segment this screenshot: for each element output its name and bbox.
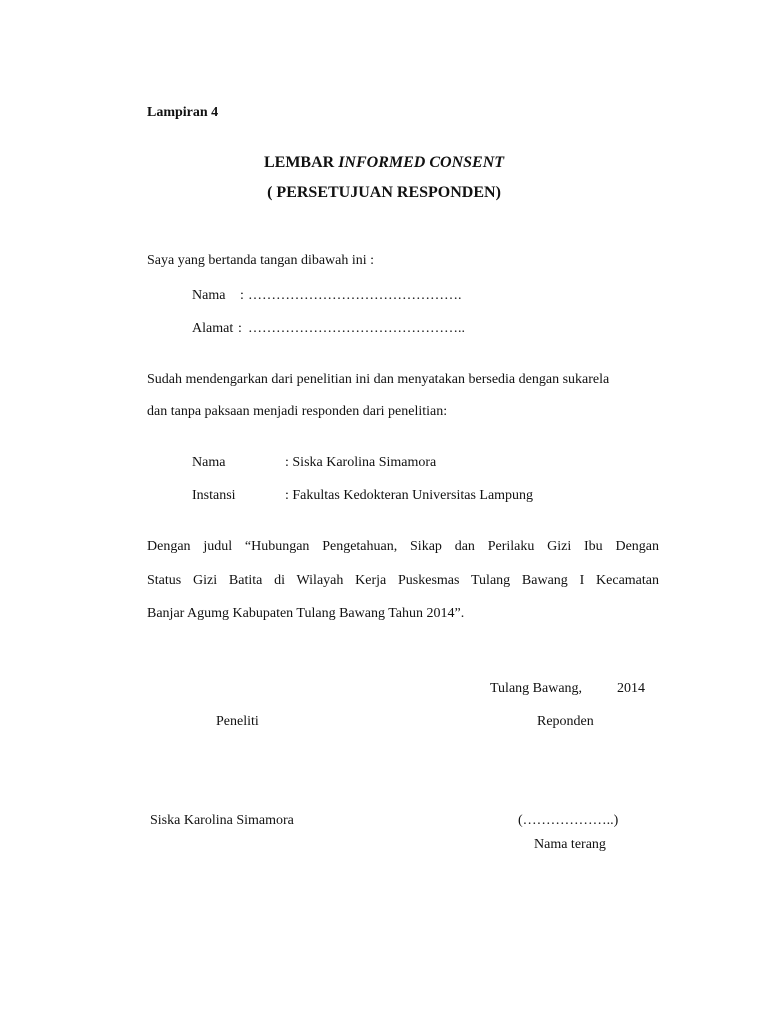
researcher-institution-label: Instansi xyxy=(192,488,236,503)
document-title xyxy=(0,154,768,172)
researcher-signature-name: Siska Karolina Simamora xyxy=(150,813,294,828)
document-subtitle: ( PERSETUJUAN RESPONDEN) xyxy=(267,184,501,201)
statement-line-1: Sudah mendengarkan dari penelitian ini dan menyatakan bersedia dengan sukarela xyxy=(147,372,610,387)
title-italic: INFORMED CONSENT xyxy=(338,154,505,171)
respondent-signature-placeholder: (………………..) xyxy=(518,813,619,828)
title-prefix: LEMBAR xyxy=(263,154,335,171)
research-title-line-3: Banjar Agumg Kabupaten Tulang Bawang Tahun 2014”. xyxy=(147,606,465,621)
attachment-label: Lampiran 4 xyxy=(147,105,219,120)
researcher-role: Peneliti xyxy=(216,714,259,729)
respondent-name-separator: : xyxy=(240,288,244,303)
statement-line-2: dan tanpa paksaan menjadi responden dari penelitian: xyxy=(147,404,448,419)
respondent-address-field: ……………………………………….. xyxy=(248,321,465,336)
researcher-institution-value: : Fakultas Kedokteran Universitas Lampung xyxy=(285,488,534,503)
respondent-name-field: ………………………………………. xyxy=(248,288,462,303)
research-title-line-2: Status Gizi Batita di Wilayah Kerja Puskesmas Tulang Bawang I Kecamatan xyxy=(147,573,659,588)
signature-place: Tulang Bawang, xyxy=(490,681,583,696)
respondent-address-separator: : xyxy=(238,321,242,336)
research-title-line-1: Dengan judul “Hubungan Pengetahuan, Sikap dan Perilaku Gizi Ibu Dengan xyxy=(147,539,659,554)
respondent-address-label: Alamat xyxy=(192,321,234,336)
respondent-name-label: Nama xyxy=(192,288,226,303)
researcher-name-label: Nama xyxy=(192,455,226,470)
researcher-name-value: : Siska Karolina Simamora xyxy=(285,455,437,470)
respondent-role: Reponden xyxy=(537,714,594,729)
intro-text: Saya yang bertanda tangan dibawah ini : xyxy=(147,253,375,268)
respondent-signature-caption: Nama terang xyxy=(534,837,606,852)
signature-year: 2014 xyxy=(617,681,645,696)
